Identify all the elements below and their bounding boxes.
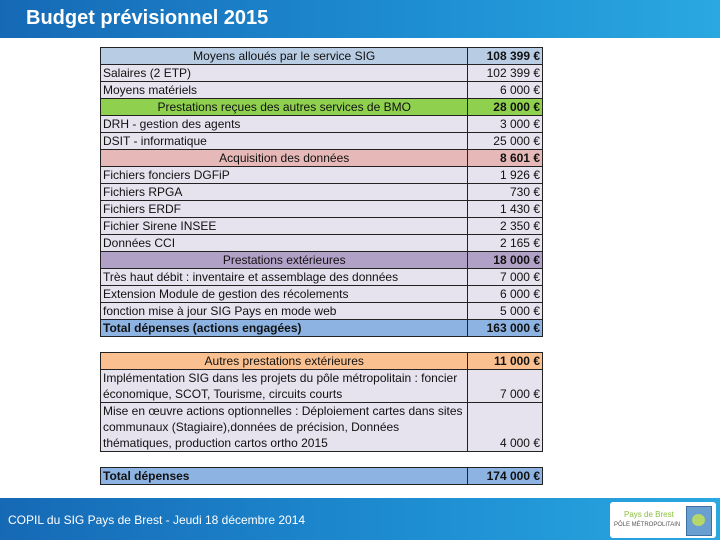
pays-de-brest-logo [610,502,716,538]
row-value: 6 000 € [468,286,543,303]
table-row [101,370,543,403]
row-value: 1 430 € [468,201,543,218]
row-value: 8 601 € [468,150,543,167]
row-label: DRH - gestion des agents [101,116,468,133]
row-value: 5 000 € [468,303,543,320]
row-value: 28 000 € [468,99,543,116]
table-row [101,403,543,452]
table-row [101,82,543,99]
row-label: Fichiers fonciers DGFiP [101,167,468,184]
table-row [101,353,543,370]
row-value: 174 000 € [468,468,543,485]
row-label: Données CCI [101,235,468,252]
row-label: Fichiers RPGA [101,184,468,201]
row-label: Fichier Sirene INSEE [101,218,468,235]
row-label: Fichiers ERDF [101,201,468,218]
row-label: Total dépenses (actions engagées) [101,320,468,337]
row-value: 7 000 € [468,269,543,286]
table-row [101,201,543,218]
logo-line2: PÔLE MÉTROPOLITAIN [614,522,681,528]
row-label: Moyens matériels [101,82,468,99]
table-row [101,286,543,303]
row-label: Moyens alloués par le service SIG [101,48,468,65]
footer-text: COPIL du SIG Pays de Brest - Jeudi 18 décembre 2014 [8,513,306,527]
table-row [101,252,543,269]
row-value: 108 399 € [468,48,543,65]
table-row [101,235,543,252]
table-row [101,116,543,133]
table-row [101,468,543,485]
row-value: 11 000 € [468,353,543,370]
row-value: 3 000 € [468,116,543,133]
row-value: 18 000 € [468,252,543,269]
page-title: Budget prévisionnel 2015 [26,7,269,29]
table-row [101,184,543,201]
row-value: 25 000 € [468,133,543,150]
table-row [101,269,543,286]
row-label: fonction mise à jour SIG Pays en mode web [101,303,468,320]
row-label: Autres prestations extérieures [101,353,468,370]
other-services-table [100,352,543,452]
table-row [101,167,543,184]
row-label: Salaires (2 ETP) [101,65,468,82]
table-row [101,99,543,116]
table-row [101,218,543,235]
row-label: Total dépenses [101,468,468,485]
header-bar [0,0,720,38]
row-value: 1 926 € [468,167,543,184]
row-value: 2 350 € [468,218,543,235]
budget-table [100,47,543,337]
row-value: 7 000 € [468,370,543,403]
row-value: 2 165 € [468,235,543,252]
row-value: 163 000 € [468,320,543,337]
row-label: Très haut débit : inventaire et assemblage des données [101,269,468,286]
row-value: 730 € [468,184,543,201]
row-label: Acquisition des données [101,150,468,167]
row-label: Mise en œuvre actions optionnelles : Déploiement cartes dans sites communaux (Stagiaire),données de précision, Données thématiques, production cartos ortho 2015 [101,403,468,452]
total-table [100,467,543,485]
table-row [101,303,543,320]
row-label: DSIT - informatique [101,133,468,150]
row-value: 6 000 € [468,82,543,99]
row-label: Extension Module de gestion des récolements [101,286,468,303]
row-value: 4 000 € [468,403,543,452]
logo-line1: Pays de Brest [624,510,674,519]
row-label: Prestations reçues des autres services de BMO [101,99,468,116]
row-label: Implémentation SIG dans les projets du pôle métropolitain : foncier économique, SCOT, Tourisme, circuits courts [101,370,468,403]
table-row [101,65,543,82]
row-label: Prestations extérieures [101,252,468,269]
table-row [101,48,543,65]
map-icon [686,506,712,536]
table-row [101,320,543,337]
table-row [101,133,543,150]
table-row [101,150,543,167]
row-value: 102 399 € [468,65,543,82]
